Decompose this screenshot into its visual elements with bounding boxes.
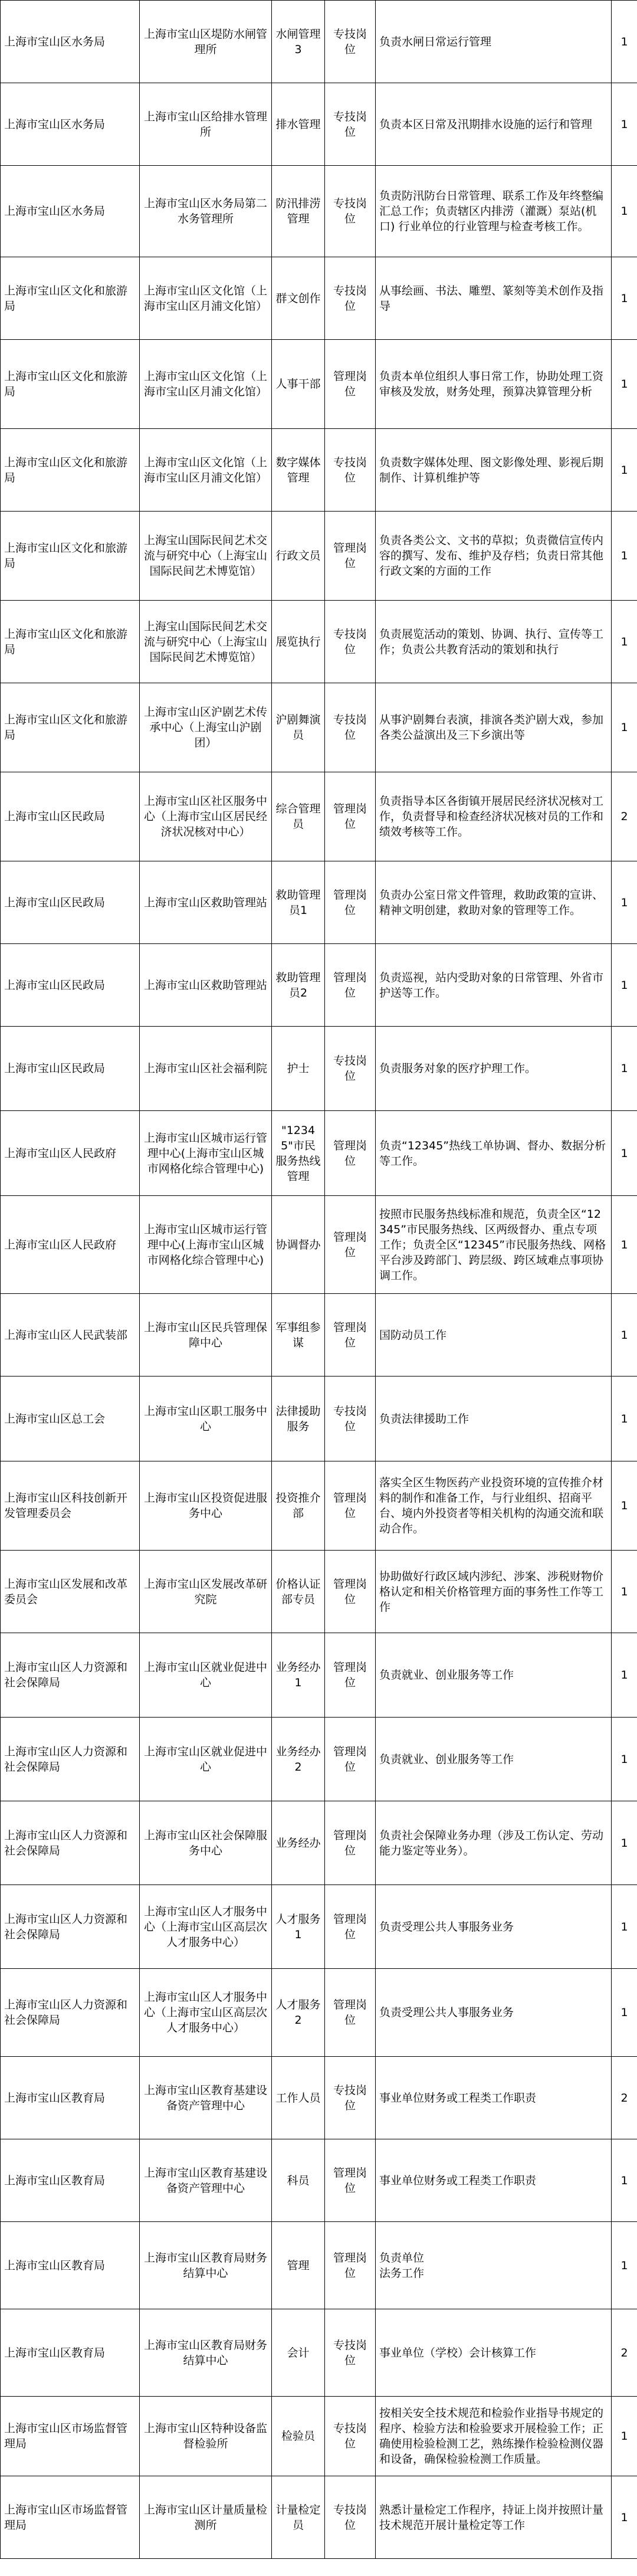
table-row [1,1969,637,2057]
cell-duty: 负责展览活动的策划、协调、执行、宣传等工作；负责公共教育活动的策划和执行 [376,601,612,683]
cell-duty: 负责就业、创业服务等工作 [376,1633,612,1718]
cell-duty: 事业单位财务或工程类工作职责 [376,2057,612,2139]
cell-unit: 上海市宝山区民兵管理保障中心 [140,1294,272,1377]
table-row [1,83,637,166]
cell-post: 工作人员 [272,2057,325,2139]
cell-post: 水闸管理3 [272,1,325,83]
cell-dept: 上海市宝山区发展和改革委员会 [1,1551,140,1633]
cell-post: 综合管理员 [272,772,325,861]
table-row [1,1885,637,1969]
cell-unit: 上海市宝山区社区服务中心（上海市宝山区居民经济状况核对中心） [140,772,272,861]
cell-dept: 上海市宝山区总工会 [1,1377,140,1461]
table-row [1,2397,637,2476]
table-row [1,512,637,601]
cell-post: 防汛排涝管理 [272,166,325,257]
cell-post: 人才服务2 [272,1969,325,2057]
table-row [1,257,637,340]
cell-unit: 上海市宝山区给排水管理所 [140,83,272,166]
cell-dept: 上海市宝山区人民武装部 [1,1294,140,1377]
cell-duty: 按相关安全技术规范和检验作业指导书规定的程序、检验方法和检验要求开展检验工作；正确使用检验检测工艺，熟练操作检验检测仪器和设备，确保检验检测工作质量。 [376,2397,612,2476]
cell-unit: 上海市宝山区堤防水闸管理所 [140,1,272,83]
cell-dept: 上海市宝山区文化和旅游局 [1,340,140,429]
cell-num: 1 [612,429,637,512]
cell-num: 1 [612,1633,637,1718]
cell-cat: 管理岗位 [325,1111,376,1196]
cell-num: 2 [612,2309,637,2397]
cell-num: 1 [612,1377,637,1461]
cell-post: 管理 [272,2222,325,2309]
cell-unit: 上海市宝山区社会保障服务中心 [140,1801,272,1885]
cell-post: 协调督办 [272,1196,325,1294]
cell-unit: 上海市宝山区城市运行管理中心(上海市宝山区城市网格化综合管理中心) [140,1111,272,1196]
cell-cat: 管理岗位 [325,772,376,861]
table-row [1,1111,637,1196]
cell-dept: 上海市宝山区民政局 [1,944,140,1027]
table-row [1,340,637,429]
cell-unit: 上海市宝山区文化馆（上海市宝山区月浦文化馆） [140,257,272,340]
cell-cat: 专技岗位 [325,429,376,512]
cell-cat: 专技岗位 [325,1027,376,1111]
cell-cat: 管理岗位 [325,340,376,429]
cell-num: 1 [612,1294,637,1377]
cell-unit: 上海市宝山区就业促进中心 [140,1633,272,1718]
cell-num: 2 [612,772,637,861]
cell-duty: 按照市民服务热线标准和规范，负责全区“12345”市民服务热线、区两级督办、重点专项工作；负责全区“12345”市民服务热线、网格平台涉及跨部门、跨层级、跨区域难点事项协调工作。 [376,1196,612,1294]
cell-cat: 专技岗位 [325,2057,376,2139]
cell-unit: 上海市宝山区教育局财务结算中心 [140,2222,272,2309]
cell-dept: 上海市宝山区科技创新开发管理委员会 [1,1461,140,1551]
cell-cat: 专技岗位 [325,601,376,683]
cell-post: 价格认证部专员 [272,1551,325,1633]
cell-unit: 上海市宝山区职工服务中心 [140,1377,272,1461]
cell-unit: 上海宝山国际民间艺术交流与研究中心（上海宝山国际民间艺术博览馆） [140,512,272,601]
cell-duty: 国防动员工作 [376,1294,612,1377]
cell-duty: 负责法律援助工作 [376,1377,612,1461]
cell-cat: 专技岗位 [325,1,376,83]
cell-unit: 上海市宝山区特种设备监督检验所 [140,2397,272,2476]
table-row [1,861,637,944]
table-row [1,2222,637,2309]
cell-cat: 专技岗位 [325,166,376,257]
cell-num: 1 [612,1461,637,1551]
cell-post: 群文创作 [272,257,325,340]
cell-dept: 上海市宝山区水务局 [1,1,140,83]
table-row [1,1027,637,1111]
table-row [1,1718,637,1801]
table-row [1,1196,637,1294]
cell-cat: 管理岗位 [325,1294,376,1377]
job-table-body [1,1,637,2559]
cell-duty: 负责本区日常及汛期排水设施的运行和管理 [376,83,612,166]
cell-post: 救助管理员2 [272,944,325,1027]
cell-cat: 专技岗位 [325,683,376,772]
cell-post: 业务经办2 [272,1718,325,1801]
table-row [1,429,637,512]
table-row [1,166,637,257]
cell-duty: 负责办公室日常文件管理，救助政策的宣讲、精神文明创建，救助对象的管理等工作。 [376,861,612,944]
table-row [1,1294,637,1377]
cell-unit: 上海市宝山区沪剧艺术传承中心（上海宝山沪剧团） [140,683,272,772]
cell-num: 1 [612,1551,637,1633]
cell-num: 1 [612,2139,637,2222]
cell-dept: 上海市宝山区文化和旅游局 [1,683,140,772]
cell-cat: 管理岗位 [325,2139,376,2222]
cell-cat: 管理岗位 [325,1969,376,2057]
cell-dept: 上海市宝山区人力资源和社会保障局 [1,1633,140,1718]
cell-num: 1 [612,512,637,601]
cell-post: 排水管理 [272,83,325,166]
cell-duty: 负责受理公共人事服务业务 [376,1969,612,2057]
cell-num: 1 [612,1111,637,1196]
cell-duty: 负责防汛防台日常管理、联系工作及年终整编汇总工作；负责辖区内排涝（灌溉）泵站(机口) 行业单位的行业管理与检查考核工作。 [376,166,612,257]
cell-dept: 上海市宝山区人力资源和社会保障局 [1,1969,140,2057]
cell-dept: 上海市宝山区教育局 [1,2309,140,2397]
cell-num: 1 [612,601,637,683]
cell-num: 1 [612,861,637,944]
table-row [1,772,637,861]
cell-unit: 上海市宝山区救助管理站 [140,861,272,944]
table-row [1,2057,637,2139]
cell-cat: 专技岗位 [325,2476,376,2559]
cell-dept: 上海市宝山区市场监督管理局 [1,2476,140,2559]
cell-unit: 上海市宝山区计量质量检测所 [140,2476,272,2559]
cell-duty: 负责社会保障业务办理（涉及工伤认定、劳动能力鉴定等业务）。 [376,1801,612,1885]
cell-unit: 上海市宝山区文化馆（上海市宝山区月浦文化馆） [140,340,272,429]
cell-num: 1 [612,1027,637,1111]
cell-cat: 管理岗位 [325,1718,376,1801]
cell-post: 会计 [272,2309,325,2397]
cell-unit: 上海市宝山区人才服务中心（上海市宝山区高层次人才服务中心） [140,1885,272,1969]
cell-post: 业务经办 [272,1801,325,1885]
cell-unit: 上海市宝山区教育局财务结算中心 [140,2309,272,2397]
cell-post: 护士 [272,1027,325,1111]
cell-post: 投资推介部 [272,1461,325,1551]
cell-dept: 上海市宝山区人力资源和社会保障局 [1,1718,140,1801]
cell-duty: 落实全区生物医药产业投资环境的宣传推介材料的制作和准备工作，与行业组织、招商平台、境内外投资者等相关机构的沟通交流和联动合作。 [376,1461,612,1551]
cell-duty: 负责各类公文、文书的草拟；负责微信宣传内容的撰写、发布、维护及存档；负责日常其他行政文案的方面的工作 [376,512,612,601]
cell-duty: 负责数字媒体处理、图文影像处理、影视后期制作、计算机维护等 [376,429,612,512]
cell-num: 1 [612,683,637,772]
cell-num: 1 [612,1885,637,1969]
cell-cat: 专技岗位 [325,83,376,166]
table-row [1,601,637,683]
cell-dept: 上海市宝山区民政局 [1,772,140,861]
cell-post: 军事组参谋 [272,1294,325,1377]
cell-duty: 熟悉计量检定工作程序，持证上岗并按照计量技术规范开展计量检定等工作 [376,2476,612,2559]
cell-unit: 上海市宝山区投资促进服务中心 [140,1461,272,1551]
table-row [1,2476,637,2559]
cell-cat: 专技岗位 [325,2397,376,2476]
cell-unit: 上海市宝山区社会福利院 [140,1027,272,1111]
cell-cat: 专技岗位 [325,257,376,340]
cell-unit: 上海市宝山区救助管理站 [140,944,272,1027]
cell-dept: 上海市宝山区人民政府 [1,1111,140,1196]
cell-cat: 管理岗位 [325,2222,376,2309]
cell-duty: 从事沪剧舞台表演，排演各类沪剧大戏，参加各类公益演出及三下乡演出等 [376,683,612,772]
cell-cat: 管理岗位 [325,944,376,1027]
cell-duty: 负责受理公共人事服务业务 [376,1885,612,1969]
cell-dept: 上海市宝山区文化和旅游局 [1,257,140,340]
cell-duty: 负责水闸日常运行管理 [376,1,612,83]
cell-post: 人事干部 [272,340,325,429]
cell-duty: 负责就业、创业服务等工作 [376,1718,612,1801]
cell-num: 1 [612,2476,637,2559]
cell-duty: 负责服务对象的医疗护理工作。 [376,1027,612,1111]
cell-num: 1 [612,257,637,340]
cell-dept: 上海市宝山区文化和旅游局 [1,601,140,683]
cell-unit: 上海市宝山区教育基建设备资产管理中心 [140,2139,272,2222]
cell-post: 行政文员 [272,512,325,601]
cell-post: 救助管理员1 [272,861,325,944]
cell-dept: 上海市宝山区民政局 [1,1027,140,1111]
cell-dept: 上海市宝山区文化和旅游局 [1,429,140,512]
cell-dept: 上海市宝山区水务局 [1,83,140,166]
cell-num: 1 [612,1,637,83]
cell-unit: 上海市宝山区发展改革研究院 [140,1551,272,1633]
cell-cat: 管理岗位 [325,1551,376,1633]
cell-cat: 管理岗位 [325,1196,376,1294]
table-row [1,1461,637,1551]
cell-dept: 上海市宝山区文化和旅游局 [1,512,140,601]
cell-unit: 上海市宝山区人才服务中心（上海市宝山区高层次人才服务中心） [140,1969,272,2057]
cell-dept: 上海市宝山区教育局 [1,2222,140,2309]
cell-num: 1 [612,1801,637,1885]
cell-unit: 上海市宝山区就业促进中心 [140,1718,272,1801]
cell-cat: 管理岗位 [325,512,376,601]
cell-duty: 协助做好行政区域内涉纪、涉案、涉税财物价格认定和相关价格管理方面的事务性工作等工作 [376,1551,612,1633]
cell-dept: 上海市宝山区人力资源和社会保障局 [1,1801,140,1885]
table-row [1,944,637,1027]
cell-num: 2 [612,2057,637,2139]
cell-num: 1 [612,2397,637,2476]
cell-post: 展览执行 [272,601,325,683]
cell-num: 1 [612,2222,637,2309]
cell-dept: 上海市宝山区市场监督管理局 [1,2397,140,2476]
cell-post: 检验员 [272,2397,325,2476]
table-row [1,1377,637,1461]
cell-cat: 管理岗位 [325,1885,376,1969]
cell-dept: 上海市宝山区民政局 [1,861,140,944]
cell-cat: 管理岗位 [325,1461,376,1551]
table-row [1,683,637,772]
cell-unit: 上海市宝山区教育基建设备资产管理中心 [140,2057,272,2139]
cell-cat: 专技岗位 [325,1377,376,1461]
cell-dept: 上海市宝山区水务局 [1,166,140,257]
cell-post: 沪剧舞演员 [272,683,325,772]
table-row [1,1,637,83]
cell-post: 数字媒体管理 [272,429,325,512]
cell-dept: 上海市宝山区人力资源和社会保障局 [1,1885,140,1969]
cell-unit: 上海市宝山区城市运行管理中心(上海市宝山区城市网格化综合管理中心) [140,1196,272,1294]
table-row [1,1551,637,1633]
cell-duty: 负责巡视，站内受助对象的日常管理、外省市护送等工作。 [376,944,612,1027]
cell-post: 人才服务1 [272,1885,325,1969]
cell-unit: 上海市宝山区水务局第二水务管理所 [140,166,272,257]
cell-duty: 事业单位（学校）会计核算工作 [376,2309,612,2397]
cell-dept: 上海市宝山区教育局 [1,2057,140,2139]
cell-duty: 事业单位财务或工程类工作职责 [376,2139,612,2222]
cell-num: 1 [612,1196,637,1294]
cell-num: 1 [612,83,637,166]
cell-cat: 管理岗位 [325,1801,376,1885]
cell-post: 科员 [272,2139,325,2222]
cell-post: 计量检定员 [272,2476,325,2559]
table-row [1,2309,637,2397]
cell-num: 1 [612,1718,637,1801]
cell-num: 1 [612,166,637,257]
cell-duty: 负责指导本区各街镇开展居民经济状况核对工作，负责督导和检查经济状况核对员的工作和绩效考核等工作。 [376,772,612,861]
cell-num: 1 [612,1969,637,2057]
cell-post: 法律援助服务 [272,1377,325,1461]
cell-num: 1 [612,944,637,1027]
table-row [1,2139,637,2222]
cell-dept: 上海市宝山区人民政府 [1,1196,140,1294]
cell-duty: 负责“12345”热线工单协调、督办、数据分析等工作。 [376,1111,612,1196]
cell-cat: 管理岗位 [325,1633,376,1718]
cell-duty: 从事绘画、书法、雕塑、篆刻等美术创作及指导 [376,257,612,340]
cell-duty: 负责单位 法务工作 [376,2222,612,2309]
table-row [1,1801,637,1885]
cell-unit: 上海宝山国际民间艺术交流与研究中心（上海宝山国际民间艺术博览馆） [140,601,272,683]
cell-cat: 专技岗位 [325,2309,376,2397]
cell-num: 1 [612,340,637,429]
cell-cat: 管理岗位 [325,861,376,944]
cell-post: 业务经办1 [272,1633,325,1718]
cell-duty: 负责本单位组织人事日常工作，协助处理工资审核及发放，财务处理，预算决算管理分析 [376,340,612,429]
cell-dept: 上海市宝山区教育局 [1,2139,140,2222]
cell-post: "12345"市民服务热线管理 [272,1111,325,1196]
table-row [1,1633,637,1718]
cell-unit: 上海市宝山区文化馆（上海市宝山区月浦文化馆） [140,429,272,512]
